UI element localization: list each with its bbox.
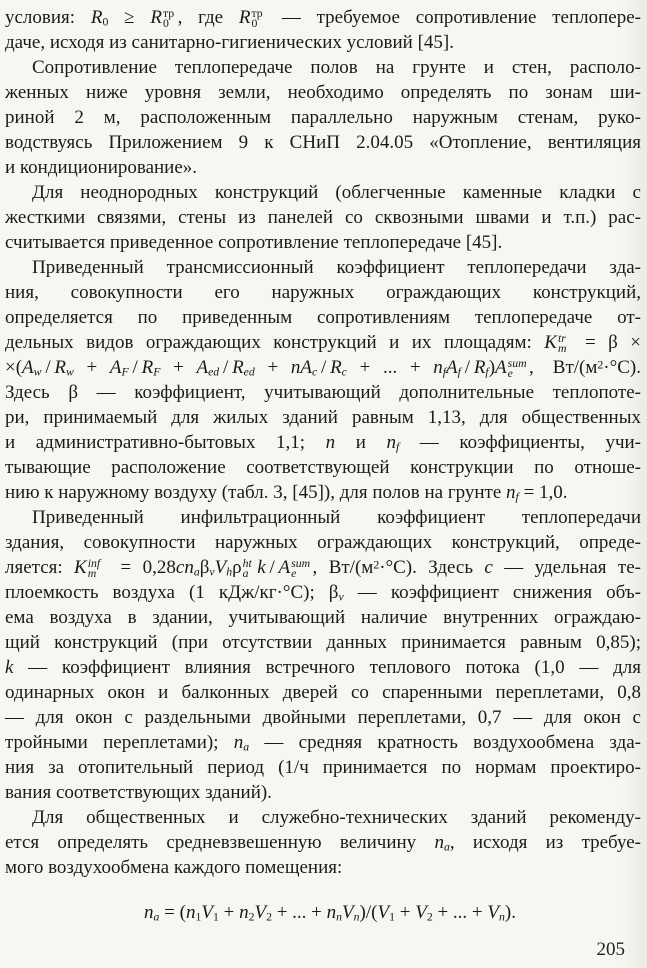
text-line (5, 580, 641, 605)
math-var: cn (175, 557, 194, 578)
math-var: n (386, 432, 396, 453)
math-base: R (150, 7, 162, 28)
text-run: / (41, 357, 55, 378)
text-run: даче, исходя из санитарно-гигиенических условий [45]. (5, 32, 454, 53)
math-subsup (544, 332, 572, 353)
math-var: R (232, 357, 244, 378)
text-run: Приведенный инфильтрационный коэффициент теплопередачи (32, 507, 641, 528)
text-line (5, 705, 641, 730)
text-line (5, 380, 641, 405)
text-run: Вт/(м (552, 357, 598, 378)
text-run: , Вт/(м (312, 557, 374, 578)
text-run: считывается приведенное сопротивление теплопередаче [45]. (5, 232, 503, 253)
math-var: A (300, 357, 312, 378)
subscript: a (242, 566, 249, 580)
text-run: Для неоднородных конструкций (облегченные каменные кладки с (32, 182, 641, 203)
subscript: ed (243, 365, 255, 379)
math-var: A (109, 357, 122, 378)
text-line (5, 655, 641, 680)
text-run: ) (488, 357, 496, 378)
text-run: тройными переплетами); (5, 732, 234, 753)
text-run: , исходя из требуе- (449, 832, 641, 853)
text-run: / (265, 557, 279, 578)
subscript: n (353, 910, 360, 924)
text-run: — удельная те- (492, 557, 641, 578)
text-run: + ... + (432, 902, 488, 923)
text-run: ния, совокупности его наружных ограждающих конструкций, (5, 282, 641, 303)
text-line (5, 330, 641, 355)
text-run: водствуясь Приложением 9 к СНиП 2.04.05 «Отопление, вентиляция (5, 132, 641, 153)
text-run: условия: (5, 7, 91, 28)
math-base: A (495, 357, 507, 378)
text-line (5, 155, 641, 180)
text-line (5, 805, 641, 830)
subscript: w (66, 365, 74, 379)
text-run: Здесь β — коэффициент, учитывающий дополнительные теплопоте- (5, 382, 641, 403)
text-line (5, 5, 641, 30)
text-line (5, 605, 641, 630)
display-formula (5, 900, 641, 925)
text-run: ≥ (108, 7, 151, 28)
math-var: n (326, 902, 337, 923)
text-line (5, 30, 641, 55)
text-run: ется определять средневзвешенную величину (5, 832, 435, 853)
text-line (5, 730, 641, 755)
body-text (5, 5, 641, 880)
text-run: / (460, 357, 474, 378)
text-run: , где (177, 7, 239, 28)
subscript: F (153, 365, 161, 379)
text-run: + (73, 357, 110, 378)
text-line (5, 280, 641, 305)
subscript: 1 (212, 910, 219, 924)
subscript: f (457, 365, 461, 379)
text-line (5, 755, 641, 780)
subscript: a (243, 740, 250, 754)
text-run: нию к наружному воздуху (табл. 3, [45]), для полов на грунте (5, 482, 507, 503)
math-base: R (238, 7, 251, 28)
math-subsup (239, 7, 266, 28)
text-run: определяется по приведенным сопротивлениям теплопередаче от- (5, 307, 641, 328)
math-base: ρ (232, 557, 242, 578)
math-var: V (254, 902, 267, 923)
subscript: v (209, 565, 215, 579)
text-line (5, 480, 641, 505)
subscript: n (336, 910, 343, 924)
text-run: — средняя кратность воздухообмена зда- (249, 732, 641, 753)
page (5, 5, 641, 962)
subscript: w (33, 365, 42, 379)
math-var: n (433, 357, 443, 378)
math-var: V (342, 902, 354, 923)
math-subsup (150, 7, 177, 28)
text-run: мого воздухообмена каждого помещения: (5, 857, 343, 878)
text-run: ·°С). Здесь (379, 557, 485, 578)
subscript: m (87, 566, 97, 580)
text-line (5, 430, 641, 455)
text-run: / (219, 357, 233, 378)
math-var: n (325, 432, 336, 453)
text-run: плоемкость воздуха (1 кДж/кг·°С); β (5, 582, 339, 603)
text-run: здания, совокупности наружных ограждающих конструкций, опреде- (5, 532, 641, 553)
math-var: V (214, 557, 227, 578)
math-var: R (141, 357, 154, 378)
subscript: f (395, 440, 400, 454)
text-run: ния за отопительный период (1/ч принимается по нормам проектиро- (5, 757, 641, 778)
text-run: и административно-бытовых 1,1; (5, 432, 326, 453)
text-line (5, 355, 641, 380)
text-run: жесткими связями, стены из панелей со сквозными швами и т.п.) рас- (5, 207, 641, 228)
superscript: tr (557, 331, 566, 345)
text-run: одинарных окон и балконных дверей со спаренными переплетами, 0,8 (5, 682, 641, 703)
text-run: — коэффициент влияния встречного теплового потока (1,0 — для (13, 657, 641, 678)
math-base: A (278, 557, 291, 578)
text-line (5, 305, 641, 330)
subscript: e (507, 366, 513, 380)
superscript: 2 (373, 558, 380, 572)
text-line (5, 630, 641, 655)
subscript: m (557, 341, 567, 355)
text-run: тывающие расположение соответствующей конструкции по отноше- (5, 457, 641, 478)
text-run: + ... + (346, 357, 434, 378)
text-run: = 0,28 (109, 557, 176, 578)
math-var: n (506, 482, 516, 503)
math-base: K (74, 557, 87, 578)
text-run: ). (504, 902, 516, 923)
subscript: a (193, 565, 200, 579)
subscript: f (442, 365, 447, 379)
text-run: Приведенный трансмиссионный коэффициент теплопередачи зда- (32, 257, 641, 278)
math-var: k (257, 557, 266, 578)
text-run: щий конструкций (при отсутствии данных принимается равным 0,85); (5, 632, 641, 653)
text-line (5, 255, 641, 280)
superscript: inf (87, 556, 101, 570)
text-run: / (128, 357, 142, 378)
superscript: 2 (597, 358, 604, 372)
text-run: ема воздуха в здании, учитывающий наличие внутренних ограждаю- (5, 607, 641, 628)
math-var: R (54, 357, 67, 378)
superscript: тр (251, 6, 263, 20)
text-run: ляется: (5, 557, 75, 578)
subscript: n (499, 910, 505, 924)
math-var: V (201, 902, 213, 923)
subscript: 0 (102, 15, 109, 29)
math-subsup (74, 557, 109, 578)
math-var: V (377, 902, 390, 923)
subscript: 0 (251, 16, 258, 30)
subscript: 2 (248, 910, 255, 924)
text-line (5, 180, 641, 205)
text-run: — для окон с раздельными двойными переплетами, 0,7 — для окон с (5, 707, 641, 728)
math-var: R (90, 7, 103, 28)
superscript: sum (507, 356, 527, 370)
subscript: 2 (266, 910, 272, 924)
text-line (5, 230, 641, 255)
math-var: R (473, 357, 486, 378)
text-line (5, 555, 641, 580)
subscript: h (226, 565, 233, 579)
text-run: + (160, 357, 197, 378)
math-var: A (196, 357, 209, 378)
math-var: n (290, 357, 301, 378)
text-run: , (529, 357, 534, 378)
math-subsup (495, 357, 529, 378)
text-run: ×( (5, 357, 23, 378)
text-run: ри, принимаемый для жилых зданий равным 1,13, для общественных (5, 407, 641, 428)
text-run: вания соответствующих зданий). (5, 782, 272, 803)
text-line (5, 55, 641, 80)
superscript: ht (242, 556, 252, 570)
subscript: f (485, 365, 489, 379)
superscript: sum (291, 556, 311, 570)
text-line (5, 205, 641, 230)
subscript: 2 (426, 910, 433, 924)
text-run: — требуемое сопротивление теплопере- (266, 7, 641, 28)
text-run: риной 2 м, расположенным параллельно наружным стенам, руко- (5, 107, 641, 128)
math-var: R (330, 357, 342, 378)
subscript: c (341, 365, 347, 379)
text-line (5, 855, 641, 880)
page-number: 205 (596, 939, 625, 960)
text-run: + (218, 902, 240, 923)
text-line (5, 680, 641, 705)
math-var: A (22, 357, 34, 378)
text-run: = ( (159, 902, 186, 923)
text-line (5, 505, 641, 530)
text-run: дельных видов ограждающих конструкций и их площадям: (5, 332, 545, 353)
text-line (5, 130, 641, 155)
math-var: A (446, 357, 458, 378)
text-run: Сопротивление теплопередаче полов на грунте и стен, располо- (32, 57, 641, 78)
text-run: — коэффициенты, учи- (399, 432, 641, 453)
text-line (5, 80, 641, 105)
text-run: / (317, 357, 331, 378)
text-run: ·°С). (603, 357, 641, 378)
math-subsup (279, 557, 313, 578)
text-run: и (335, 432, 387, 453)
text-run (534, 357, 553, 378)
text-run: + ... + (271, 902, 327, 923)
math-var: n (239, 902, 249, 923)
math-var: n (434, 832, 444, 853)
subscript: a (443, 840, 450, 854)
math-var: V (487, 902, 499, 923)
text-line (5, 830, 641, 855)
math-subsup (232, 557, 257, 578)
text-run: = β × (572, 332, 641, 353)
subscript: ed (208, 365, 220, 379)
subscript: 1 (195, 910, 202, 924)
text-run: — коэффициент снижения объ- (343, 582, 641, 603)
subscript: 1 (389, 910, 395, 924)
text-run: )/( (359, 902, 378, 923)
math-var: n (144, 902, 154, 923)
text-run: = 1,0. (518, 482, 568, 503)
math-var: n (233, 732, 244, 753)
text-line (5, 105, 641, 130)
subscript: v (338, 590, 344, 604)
math-var: c (484, 557, 493, 578)
math-base: K (544, 332, 557, 353)
text-line (5, 455, 641, 480)
text-run: и кондиционирование». (5, 157, 198, 178)
subscript: F (121, 365, 129, 379)
math-var: V (415, 902, 427, 923)
math-var: k (5, 657, 14, 678)
subscript: f (515, 490, 519, 504)
math-var: n (185, 902, 196, 923)
text-run: + (394, 902, 416, 923)
subscript: 0 (163, 16, 169, 30)
text-line (5, 405, 641, 430)
subscript: a (153, 910, 160, 924)
subscript: e (291, 566, 297, 580)
text-line (5, 780, 641, 805)
text-run: + (254, 357, 291, 378)
text-run: Для общественных и служебно-технических зданий рекоменду- (32, 807, 641, 828)
superscript: тр (163, 6, 175, 20)
subscript: c (311, 365, 318, 379)
text-run: β (199, 557, 210, 578)
text-run: женных ниже уровня земли, необходимо определять по зонам ши- (5, 82, 641, 103)
text-line (5, 530, 641, 555)
